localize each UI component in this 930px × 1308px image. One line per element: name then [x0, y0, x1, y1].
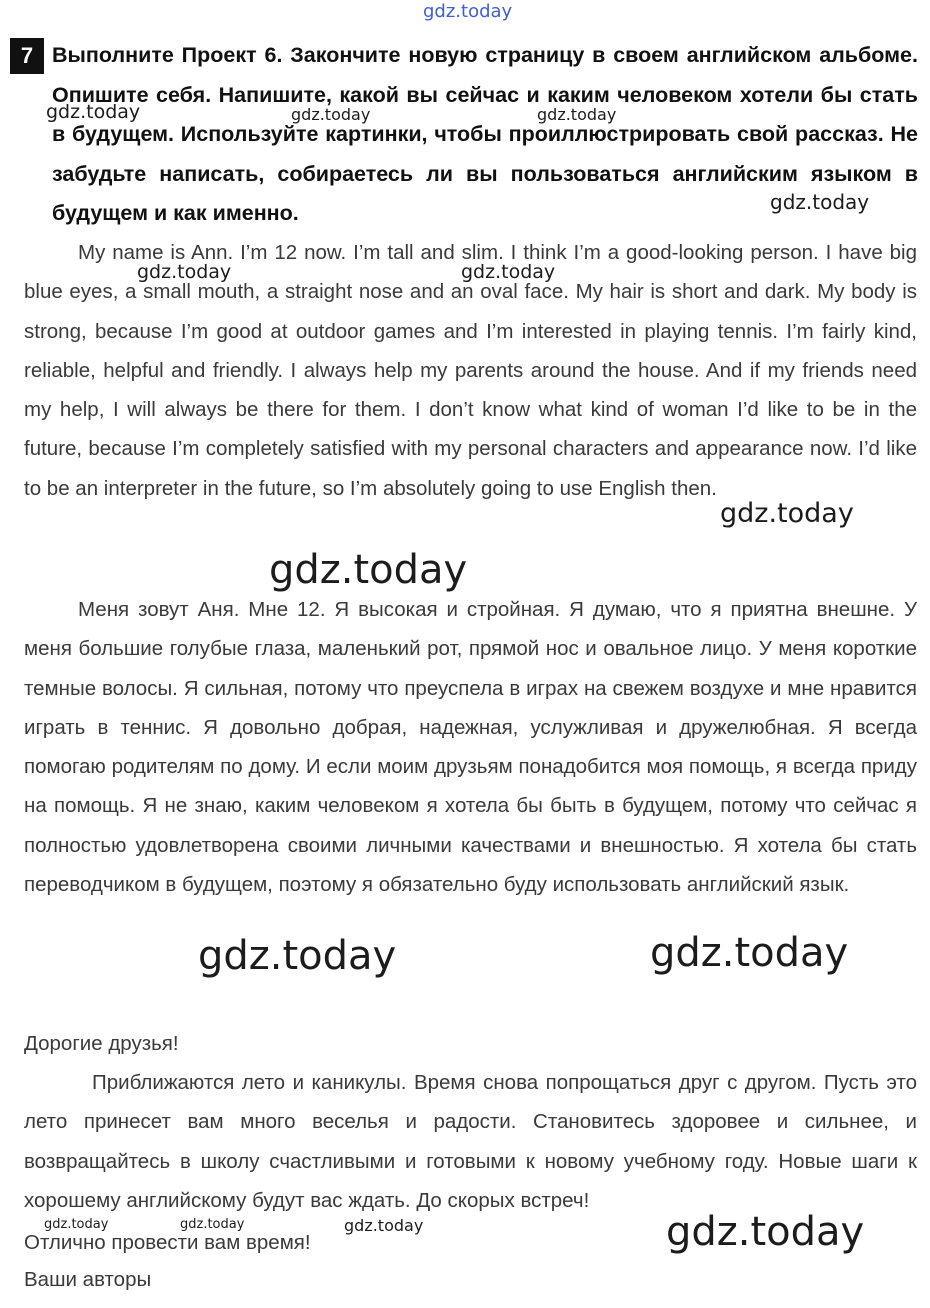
russian-paragraph: Меня зовут Аня. Мне 12. Я высокая и стройная. Я думаю, что я приятна внешне. У меня большие голубые глаза, маленький рот, прямой нос и овальное лицо. У меня короткие темные волосы. Я сильная, потому что преуспела в играх на свежем воздухе и мне нравится играть в теннис. Я довольно добрая, надежная, услужливая и дружелюбная. Я всегда помогаю родителям по дому. И если моим друзьям понадобится моя помощь, я всегда приду на помощь. Я не знаю, каким человеком я хотела бы быть в будущем, потому что сейчас я полностью удовлетворена своими личными качествами и внешностью. Я хотела бы стать переводчиком в будущем, поэтому я обязательно буду использовать английский язык.: [24, 598, 917, 897]
watermark: gdz.today: [344, 1216, 424, 1235]
watermark: gdz.today: [720, 498, 854, 529]
letter-body: Приближаются лето и каникулы. Время снова попрощаться друг с другом. Пусть это лето принесет вам много веселья и радости. Становитесь здоровее и сильнее, и возвращайтесь в школу счастливыми и готовыми к новому учебному году. Новые шаги к хорошему английскому будут вас ждать. До скорых встреч!: [24, 1071, 917, 1212]
watermark: gdz.today: [770, 190, 870, 214]
watermark: gdz.today: [198, 933, 397, 979]
watermark: gdz.today: [537, 105, 617, 124]
letter-signature: Ваши авторы: [24, 1268, 152, 1291]
english-paragraph: My name is Ann. I’m 12 now. I’m tall and slim. I think I’m a good-looking person. I have big blue eyes, a small mouth, a straight nose and an oval face. My hair is short and dark. My body is strong, because I’m good at outdoor games and I’m interested in playing tennis. I’m fairly kind, reliable, helpful and friendly. I always help my parents around the house. And if my friends need my help, I will always be there for them. I don’t know what kind of woman I’d like to be in the future, because I’m completely satisfied with my personal characters and appearance now. I’d like to be an interpreter in the future, so I’m absolutely going to use English then.: [24, 241, 917, 500]
watermark: gdz.today: [137, 261, 232, 283]
task-instruction: Выполните Проект 6. Закончите новую страницу в своем английском альбоме. Опишите себя. Напишите, какой вы сейчас и каким человеком хотели бы стать в будущем. Используйте картинки, чтобы проиллюстрировать свой рассказ. Не забудьте написать, собираетесь ли вы пользоваться английским языком в будущем и как именно.: [52, 43, 918, 225]
watermark: gdz.today: [180, 1217, 245, 1232]
watermark: gdz.today: [269, 547, 468, 593]
task-number-badge: 7: [10, 38, 44, 74]
watermark: gdz.today: [44, 1217, 109, 1232]
watermark: gdz.today: [291, 105, 371, 124]
letter-closing: Отлично провести вам время!: [24, 1231, 311, 1254]
watermark: gdz.today: [666, 1209, 865, 1255]
letter-greeting: Дорогие друзья!: [24, 1032, 179, 1055]
task-block: [10, 36, 918, 234]
watermark: gdz.today: [423, 1, 513, 22]
watermark: gdz.today: [650, 930, 849, 976]
watermark: gdz.today: [46, 101, 141, 123]
watermark: gdz.today: [461, 261, 556, 283]
